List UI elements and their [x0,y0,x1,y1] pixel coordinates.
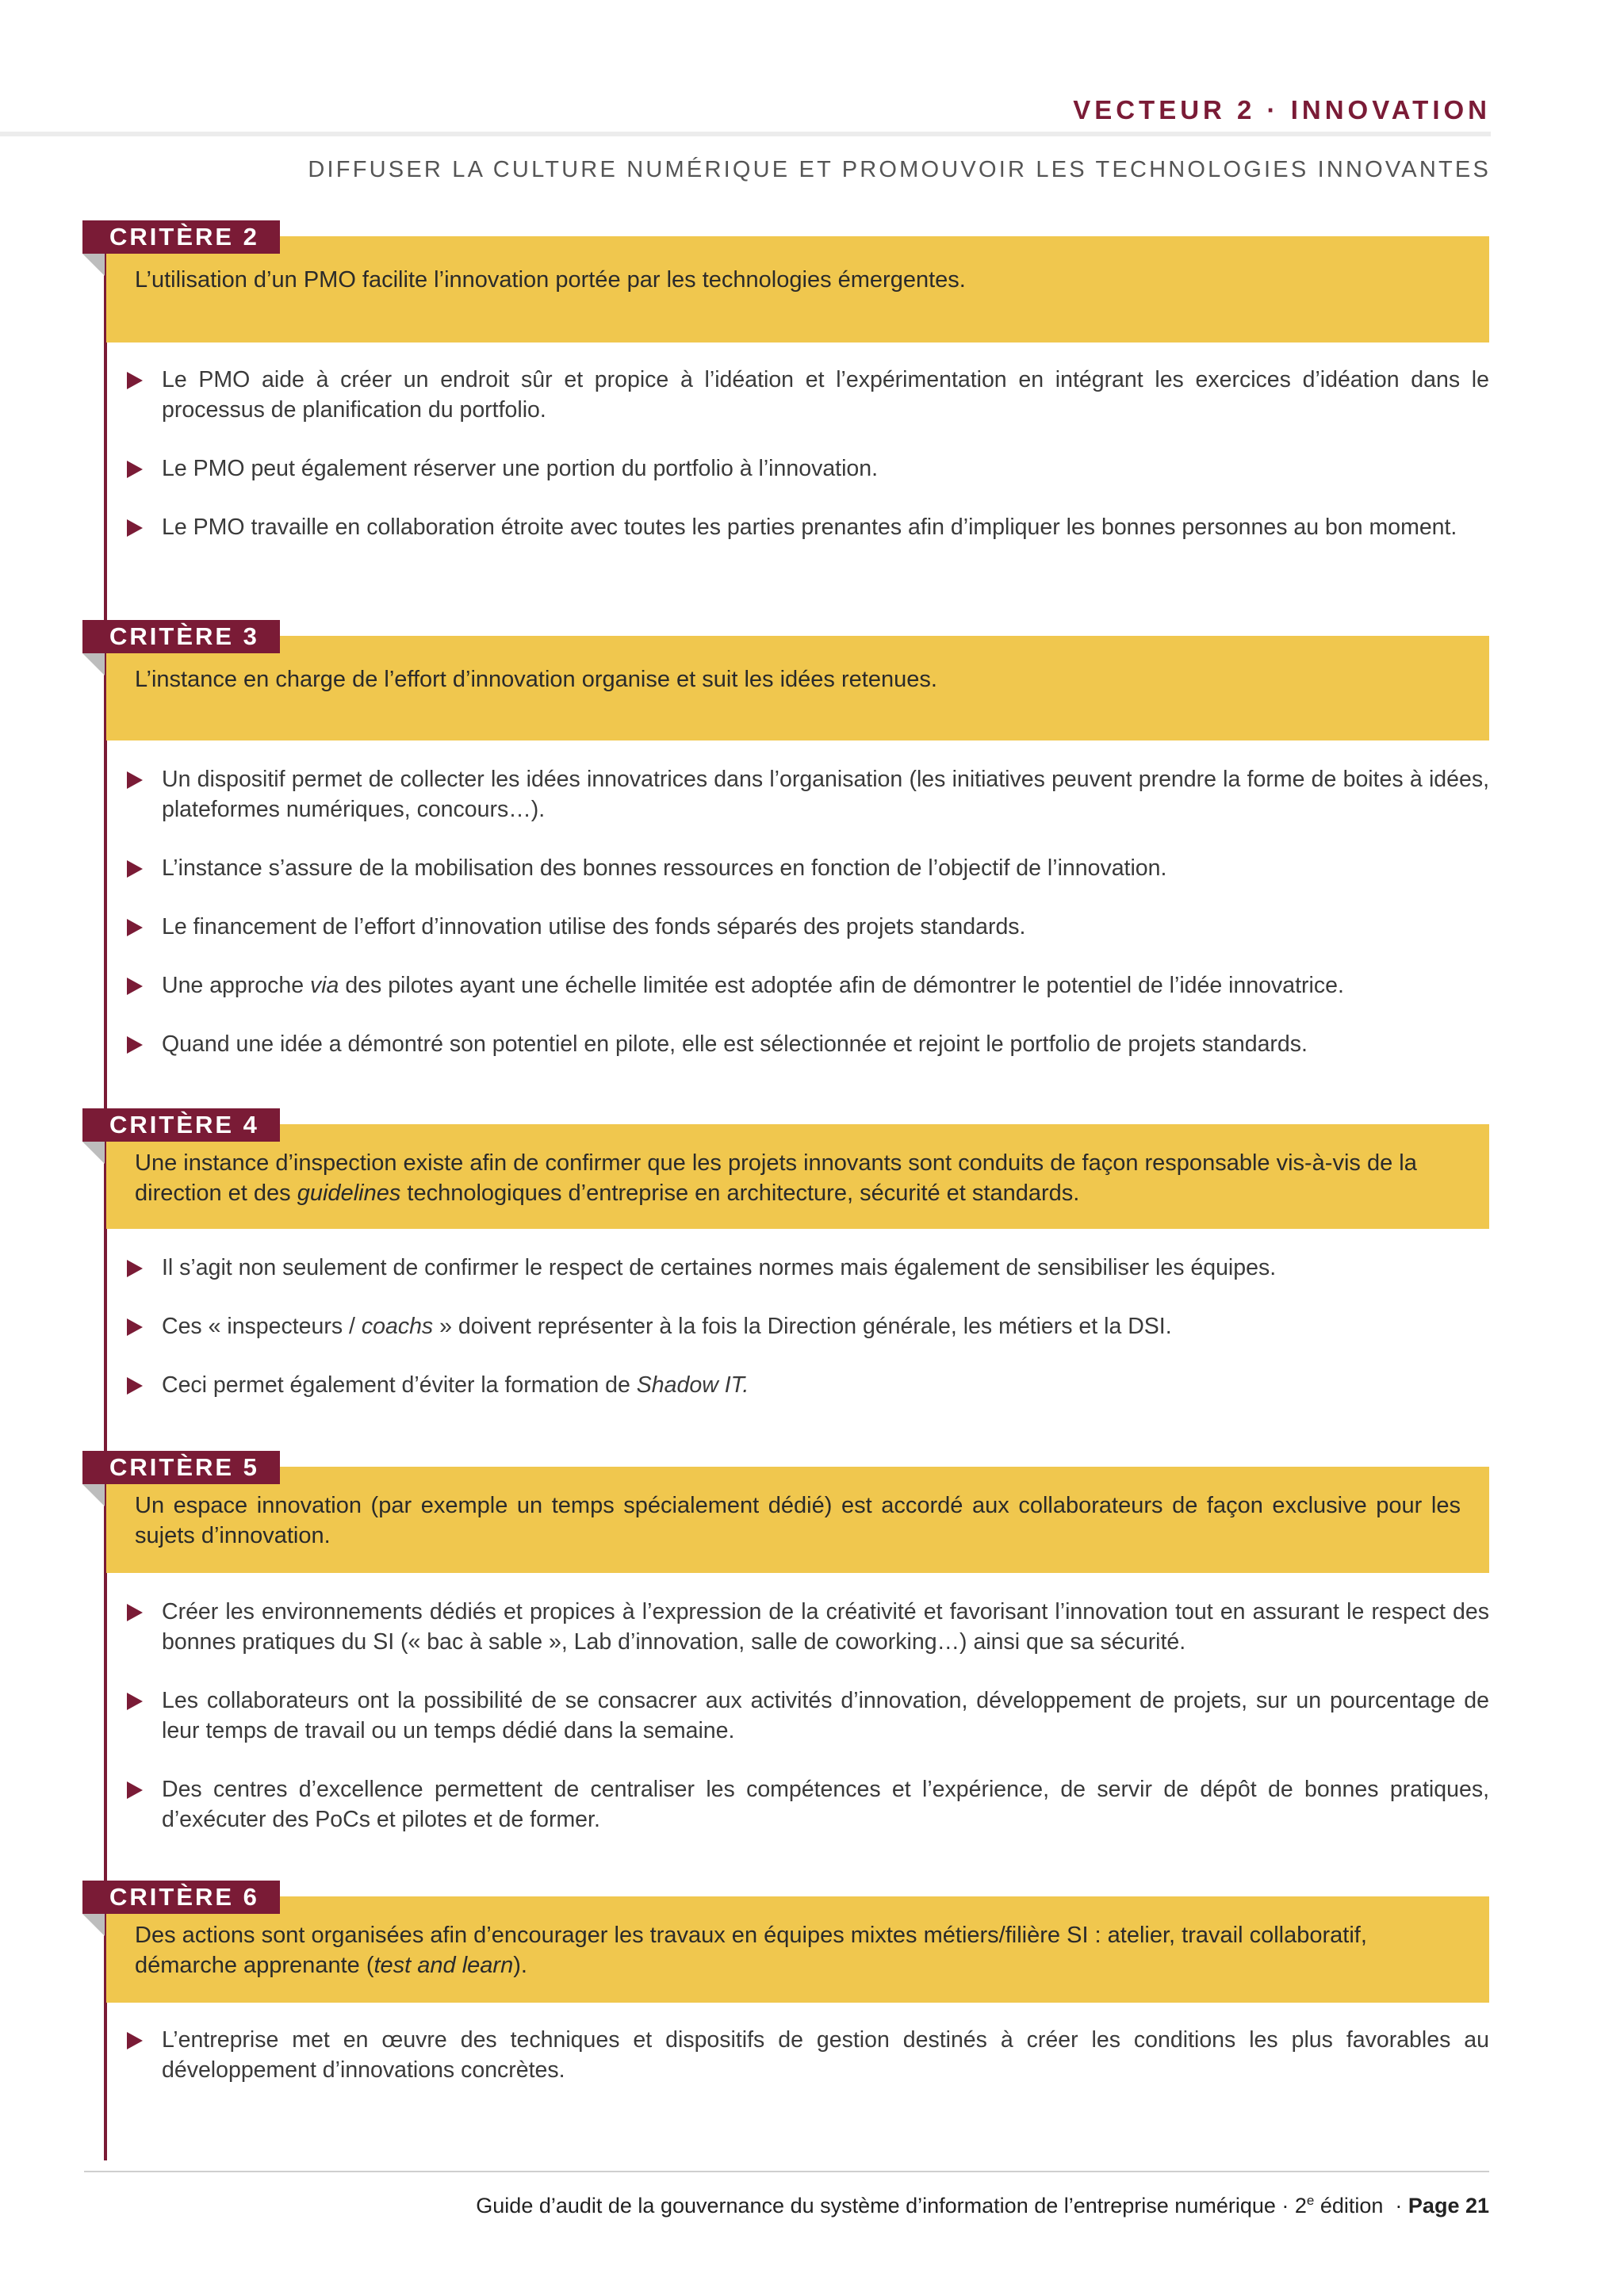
list-item [127,853,1489,883]
triangle-bullet-icon [127,1318,143,1336]
list-item [127,1253,1489,1283]
triangle-bullet-icon [127,1260,143,1277]
triangle-bullet-icon [127,919,143,936]
criterion-label: CRITÈRE 2 [82,220,280,254]
triangle-bullet-icon [127,519,143,537]
bullet-text-italic: via [309,973,339,998]
page-footer [476,2193,1489,2218]
list-item [127,512,1489,542]
criterion-statement: Une instance d’inspection existe afin de confirmer que les projets innovants sont conduits de façon responsable vis-à-vis de la direction et des [135,1150,1417,1206]
triangle-bullet-icon [127,461,143,478]
bullet-text: Le PMO aide à créer un endroit sûr et propice à l’idéation et l’expérimentation en intégrant les exercices d’idéation dans le processus de planification du portfolio. [162,367,1489,423]
criterion-tag-fold [82,653,105,675]
criterion-2-bullets [127,365,1489,542]
criterion-statement-box [106,236,1489,342]
vector-title: VECTEUR 2 · INNOVATION [1073,95,1491,124]
criterion-label: CRITÈRE 5 [82,1451,280,1484]
triangle-bullet-icon [127,1693,143,1710]
criterion-statement: L’instance en charge de l’effort d’innovation organise et suit les idées retenues. [135,667,937,692]
bullet-text: Il s’agit non seulement de confirmer le respect de certaines normes mais également de sensibiliser les équipes. [162,1255,1277,1280]
criterion-statement: ). [513,1953,527,1978]
criterion-statement-italic: test and learn [373,1953,514,1978]
bullet-text: L’instance s’assure de la mobilisation des bonnes ressources en fonction de l’objectif de l’innovation. [162,855,1167,881]
criterion-4-bullets [127,1253,1489,1400]
list-item [127,1686,1489,1746]
criterion-statement: Des actions sont organisées afin d’encourager les travaux en équipes mixtes métiers/filière SI : atelier, travail collaboratif, démarche apprenante ( [135,1923,1367,1978]
criterion-statement-box [106,1896,1489,2003]
list-item [127,970,1489,1001]
footer-edition-sup: e [1306,2193,1315,2208]
list-item [127,912,1489,942]
bullet-text-italic: coachs [361,1314,434,1339]
criterion-label: CRITÈRE 3 [82,620,280,653]
criterion-statement-box [106,1467,1489,1573]
triangle-bullet-icon [127,1604,143,1621]
criterion-3-bullets [127,764,1489,1059]
page-number: Page 21 [1408,2194,1489,2218]
bullet-text: Le PMO peut également réserver une portion du portfolio à l’innovation. [162,456,879,481]
list-item [127,1774,1489,1835]
bullet-text: des pilotes ayant une échelle limitée est adoptée afin de démontrer le potentiel de l’idée innovatrice. [339,973,1344,998]
bullet-text: Créer les environnements dédiés et propices à l’expression de la créativité et favorisant l’innovation tout en assurant le respect des bonnes pratiques du SI (« bac à sable », Lab d’innovation, salle de coworking…) ainsi que sa sécurité. [162,1599,1489,1655]
triangle-bullet-icon [127,1036,143,1054]
criterion-statement: technologiques d’entreprise en architecture, sécurité et standards. [400,1181,1080,1206]
criterion-statement-box [106,1124,1489,1229]
list-item [127,1029,1489,1059]
list-item [127,1370,1489,1400]
list-item [127,2025,1489,2085]
footer-rule [84,2171,1489,2172]
bullet-text: » doivent représenter à la fois la Direction générale, les métiers et la DSI. [433,1314,1172,1339]
criterion-tag-fold [82,1142,105,1164]
bullet-text: L’entreprise met en œuvre des techniques et dispositifs de gestion destinés à créer les conditions les plus favorables au développement d’innovations concrètes. [162,2027,1489,2083]
criterion-tag-fold [82,254,105,276]
criterion-tag-fold [82,1484,105,1506]
bullet-text: Ceci permet également d’éviter la formation de [162,1372,637,1398]
list-item [127,453,1489,484]
bullet-text: Ces « inspecteurs / [162,1314,362,1339]
footer-text: Guide d’audit de la gouvernance du système d’information de l’entreprise numérique · 2 [476,2194,1307,2218]
criterion-statement-box [106,636,1489,740]
bullet-text: Les collaborateurs ont la possibilité de se consacrer aux activités d’innovation, développement de projets, sur un pourcentage de leur temps de travail ou un temps dédié dans la semaine. [162,1688,1489,1743]
triangle-bullet-icon [127,1781,143,1799]
bullet-text: Quand une idée a démontré son potentiel en pilote, elle est sélectionnée et rejoint le portfolio de projets standards. [162,1031,1308,1057]
criterion-label: CRITÈRE 6 [82,1881,280,1914]
footer-edition: édition · [1314,2194,1408,2218]
criterion-tag-fold [82,1914,105,1936]
triangle-bullet-icon [127,978,143,995]
bullet-text-italic: Shadow IT. [636,1372,749,1398]
triangle-bullet-icon [127,372,143,389]
list-item [127,365,1489,425]
triangle-bullet-icon [127,2032,143,2049]
criterion-5-bullets [127,1597,1489,1835]
criterion-statement-italic: guidelines [297,1181,401,1206]
list-item [127,1311,1489,1341]
triangle-bullet-icon [127,771,143,789]
bullet-text: Des centres d’excellence permettent de centraliser les compétences et l’expérience, de servir de dépôt de bonnes pratiques, d’exécuter des PoCs et pilotes et de former. [162,1777,1489,1832]
bullet-text: Le financement de l’effort d’innovation utilise des fonds séparés des projets standards. [162,914,1026,939]
bullet-text: Le PMO travaille en collaboration étroite avec toutes les parties prenantes afin d’impliquer les bonnes personnes au bon moment. [162,515,1457,540]
list-item [127,764,1489,825]
vector-subtitle: DIFFUSER LA CULTURE NUMÉRIQUE ET PROMOUVOIR LES TECHNOLOGIES INNOVANTES [308,157,1491,182]
criterion-statement: L’utilisation d’un PMO facilite l’innovation portée par les technologies émergentes. [135,267,966,293]
triangle-bullet-icon [127,1377,143,1395]
criterion-statement: Un espace innovation (par exemple un temps spécialement dédié) est accordé aux collaborateurs de façon exclusive pour les sujets d’innovation. [135,1493,1461,1548]
criterion-6-bullets [127,2025,1489,2085]
list-item [127,1597,1489,1657]
bullet-text: Une approche [162,973,310,998]
triangle-bullet-icon [127,860,143,878]
bullet-text: Un dispositif permet de collecter les idées innovatrices dans l’organisation (les initiatives peuvent prendre la forme de boites à idées, plateformes numériques, concours…). [162,767,1489,822]
header-rule [0,132,1491,136]
criterion-label: CRITÈRE 4 [82,1108,280,1142]
